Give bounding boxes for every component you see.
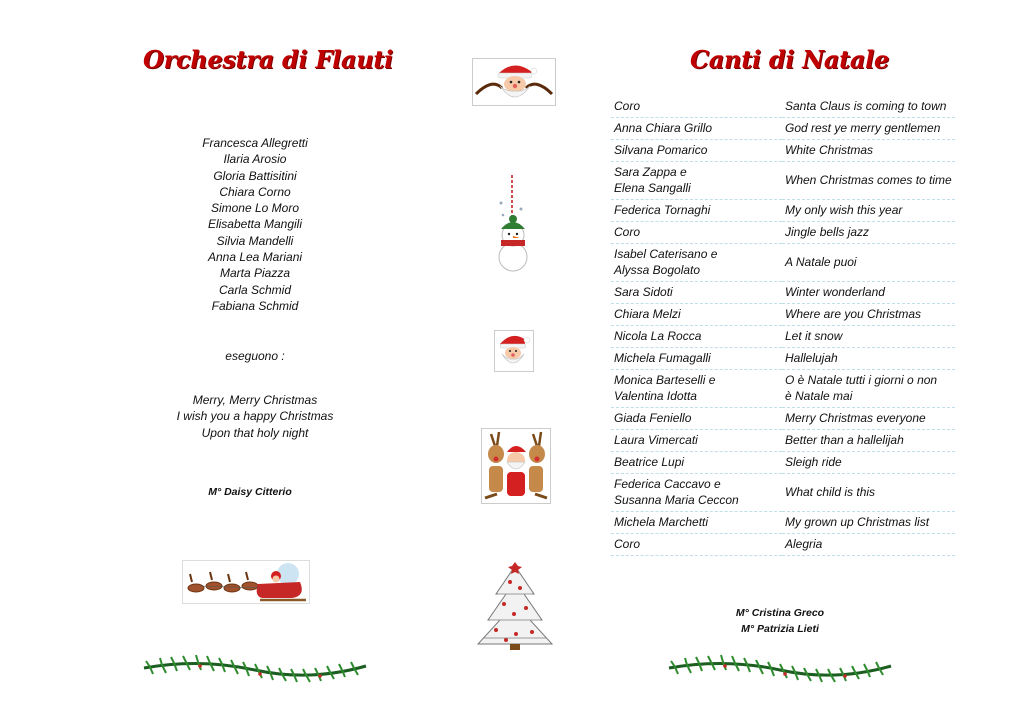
program-performer bbox=[611, 282, 782, 304]
director-name: M° Cristina Greco bbox=[735, 607, 825, 619]
program-song-line: O è Natale tutti i giorni o non bbox=[785, 373, 938, 387]
program-song bbox=[782, 534, 955, 556]
piece-list bbox=[150, 392, 360, 441]
program-performer bbox=[611, 430, 782, 452]
program-performer bbox=[611, 474, 782, 512]
program-song-line: My grown up Christmas list bbox=[785, 515, 930, 529]
program-song bbox=[782, 282, 955, 304]
program-performer-line: Coro bbox=[614, 537, 641, 551]
program-row bbox=[611, 222, 955, 244]
program-song-line: Better than a hallelijah bbox=[785, 433, 904, 447]
program-performer-line: Sara Zappa e bbox=[614, 165, 687, 179]
performer-name: Marta Piazza bbox=[219, 266, 291, 281]
program-performer-line: Nicola La Rocca bbox=[614, 329, 702, 343]
program-song-line: è Natale mai bbox=[785, 389, 853, 403]
performer-name: Gloria Battisitini bbox=[213, 168, 297, 183]
program-row bbox=[611, 304, 955, 326]
program-row bbox=[611, 512, 955, 534]
program-song bbox=[782, 370, 955, 408]
program-performer-line: Giada Feniello bbox=[614, 411, 692, 425]
program-performer-line: Alyssa Bogolato bbox=[614, 263, 701, 277]
program-row bbox=[611, 282, 955, 304]
program-song bbox=[782, 304, 955, 326]
program-song bbox=[782, 474, 955, 512]
santa-small-icon bbox=[494, 330, 534, 372]
left-director: M° Daisy Citterio bbox=[208, 486, 292, 498]
program-performer-line: Valentina Idotta bbox=[614, 389, 697, 403]
program-song-line: When Christmas comes to time bbox=[785, 173, 952, 187]
program-song bbox=[782, 162, 955, 200]
christmas-tree-icon bbox=[474, 560, 556, 652]
program-song bbox=[782, 244, 955, 282]
program-performer-line: Coro bbox=[614, 99, 641, 113]
program-song bbox=[782, 430, 955, 452]
program-row bbox=[611, 96, 955, 118]
program-row bbox=[611, 140, 955, 162]
program-performer-line: Coro bbox=[614, 225, 641, 239]
program-song-line: What child is this bbox=[785, 485, 876, 499]
performer-name: Elisabetta Mangili bbox=[207, 217, 303, 232]
program-song-line: A Natale puoi bbox=[785, 255, 857, 269]
program-row bbox=[611, 162, 955, 200]
program-row bbox=[611, 534, 955, 556]
piece-title: Merry, Merry Christmas bbox=[192, 393, 318, 407]
reindeer-santa-icon bbox=[481, 428, 551, 504]
performer-name: Ilaria Arosio bbox=[223, 152, 287, 167]
program-performer bbox=[611, 244, 782, 282]
program-song bbox=[782, 200, 955, 222]
program-song bbox=[782, 452, 955, 474]
program-performer bbox=[611, 140, 782, 162]
program-song bbox=[782, 118, 955, 140]
program-song bbox=[782, 140, 955, 162]
performs-label: eseguono : bbox=[225, 349, 285, 363]
performer-name: Carla Schmid bbox=[218, 282, 292, 297]
program-performer-line: Silvana Pomarico bbox=[614, 143, 708, 157]
program-performer bbox=[611, 348, 782, 370]
right-directors bbox=[700, 606, 860, 637]
program-row bbox=[611, 118, 955, 140]
performer-name: Chiara Corno bbox=[219, 184, 291, 199]
program-performer-line: Laura Vimercati bbox=[614, 433, 698, 447]
program-row bbox=[611, 244, 955, 282]
left-garland-icon bbox=[140, 654, 370, 686]
program-performer bbox=[611, 222, 782, 244]
program-song bbox=[782, 96, 955, 118]
program-song-line: Jingle bells jazz bbox=[785, 225, 870, 239]
program-song bbox=[782, 512, 955, 534]
program-song-line: God rest ye merry gentlemen bbox=[785, 121, 941, 135]
sleigh-icon bbox=[182, 560, 310, 604]
program-performer bbox=[611, 96, 782, 118]
program-performer bbox=[611, 326, 782, 348]
program-song-line: Sleigh ride bbox=[785, 455, 842, 469]
program-song-line: Let it snow bbox=[785, 329, 843, 343]
left-title: Orchestra di Flauti bbox=[143, 45, 393, 74]
right-title: Canti di Natale bbox=[690, 45, 889, 74]
program-table bbox=[611, 96, 955, 556]
program-song bbox=[782, 348, 955, 370]
program-performer-line: Anna Chiara Grillo bbox=[614, 121, 713, 135]
program-song-line: Winter wonderland bbox=[785, 285, 885, 299]
program-performer bbox=[611, 408, 782, 430]
program-song-line: White Christmas bbox=[785, 143, 874, 157]
program-performer bbox=[611, 534, 782, 556]
program-song-line: Santa Claus is coming to town bbox=[785, 99, 947, 113]
program-performer-line: Michela Marchetti bbox=[614, 515, 709, 529]
program-performer-line: Monica Barteselli e bbox=[614, 373, 716, 387]
program-performer-line: Sara Sidoti bbox=[614, 285, 673, 299]
performer-list bbox=[150, 135, 360, 314]
program-song bbox=[782, 326, 955, 348]
program-song-line: Hallelujah bbox=[785, 351, 838, 365]
program-performer-line: Federica Tornaghi bbox=[614, 203, 711, 217]
program-row bbox=[611, 474, 955, 512]
program-row bbox=[611, 326, 955, 348]
performer-name: Fabiana Schmid bbox=[211, 298, 299, 313]
program-performer-line: Federica Caccavo e bbox=[614, 477, 721, 491]
program-song bbox=[782, 222, 955, 244]
snowman-ornament-icon bbox=[493, 173, 533, 273]
program-song bbox=[782, 408, 955, 430]
director-name: M° Patrizia Lieti bbox=[741, 622, 819, 635]
program-performer bbox=[611, 512, 782, 534]
program-performer bbox=[611, 304, 782, 326]
piece-title: I wish you a happy Christmas bbox=[176, 409, 334, 424]
program-song-line: Alegria bbox=[785, 537, 823, 551]
performer-name: Simone Lo Moro bbox=[210, 201, 300, 216]
program-song-line: Where are you Christmas bbox=[785, 307, 922, 321]
piece-title: Upon that holy night bbox=[201, 425, 309, 440]
program-row bbox=[611, 452, 955, 474]
program-performer-line: Michela Fumagalli bbox=[614, 351, 711, 365]
program-row bbox=[611, 408, 955, 430]
performer-name: Silvia Mandelli bbox=[216, 233, 294, 248]
program-performer bbox=[611, 200, 782, 222]
program-performer-line: Isabel Caterisano e bbox=[614, 247, 718, 261]
program-performer-line: Susanna Maria Ceccon bbox=[614, 493, 739, 507]
program-performer-line: Beatrice Lupi bbox=[614, 455, 685, 469]
program-performer-line: Chiara Melzi bbox=[614, 307, 681, 321]
performer-name: Francesca Allegretti bbox=[202, 136, 308, 150]
program-performer-line: Elena Sangalli bbox=[614, 181, 691, 195]
program-performer bbox=[611, 452, 782, 474]
program-row bbox=[611, 200, 955, 222]
program-performer bbox=[611, 370, 782, 408]
program-song-line: My only wish this year bbox=[785, 203, 903, 217]
right-garland-icon bbox=[665, 654, 895, 686]
program-row bbox=[611, 430, 955, 452]
program-performer bbox=[611, 162, 782, 200]
program-song-line: Merry Christmas everyone bbox=[785, 411, 926, 425]
program-row bbox=[611, 348, 955, 370]
program-row bbox=[611, 370, 955, 408]
santa-face-icon bbox=[472, 58, 556, 106]
program-performer bbox=[611, 118, 782, 140]
performer-name: Anna Lea Mariani bbox=[207, 250, 303, 265]
